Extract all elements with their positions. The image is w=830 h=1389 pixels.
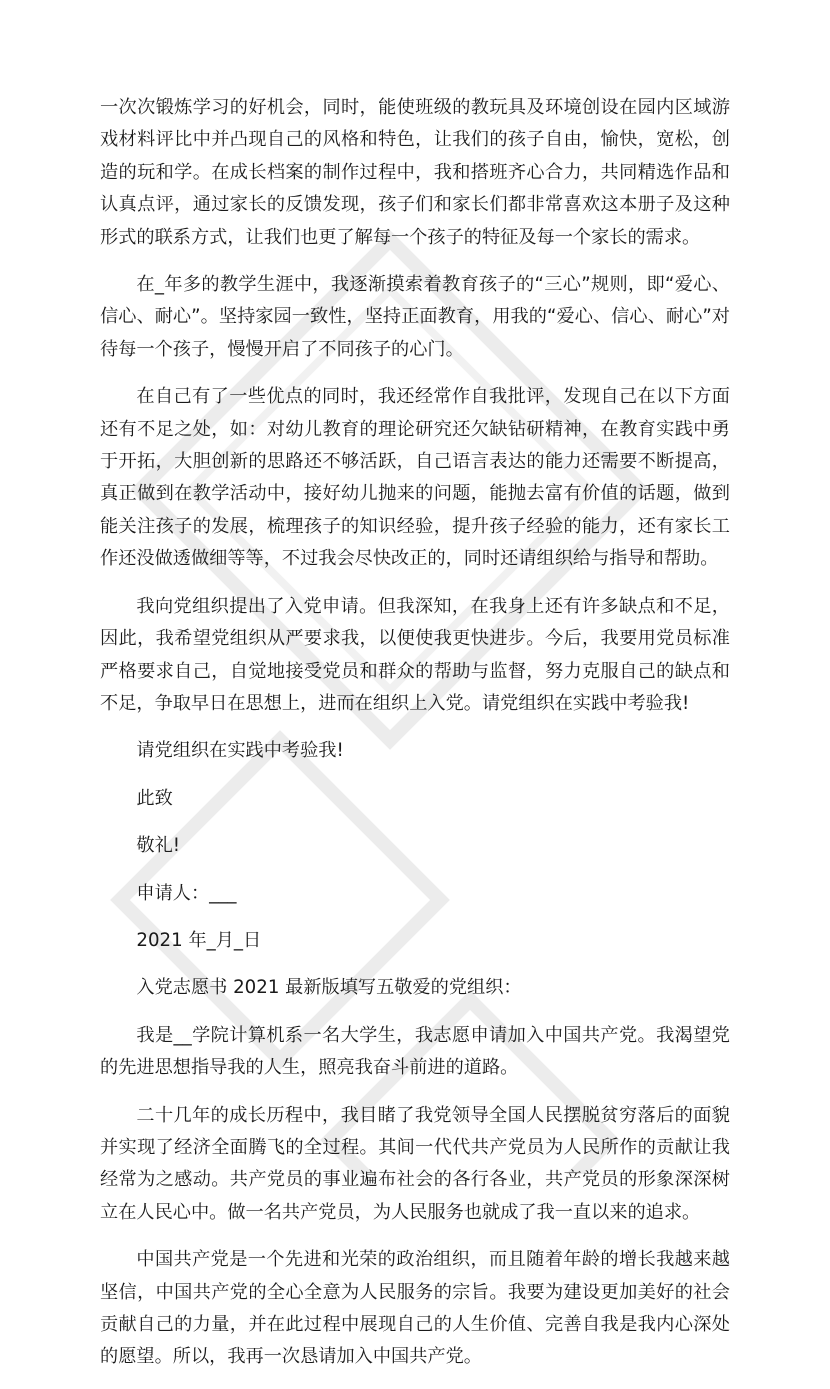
closing-line: 请党组织在实践中考验我! <box>136 740 344 762</box>
document-body <box>100 92 730 1389</box>
salutation-line: 敬礼! <box>136 835 181 857</box>
salutation-line: 此致 <box>136 787 173 809</box>
paragraph: 在自己有了一些优点的同时，我还经常作自我批评，发现自己在以下方面还有不足之处，如：对幼儿教育的理论研究还欠缺钻研精神，在教育实践中勇于开拓，大胆创新的思路还不够活跃，自己语言表达的能力还需要不断提高，真正做到在教学活动中，接好幼儿抛来的问题，能抛去富有价值的话题，做到能关注孩子的发展，梳理孩子的知识经验，提升孩子经验的能力，还有家长工作还没做透做细等等，不过我会尽快改正的，同时还请组织给与指导和帮助。 <box>100 386 730 570</box>
paragraph: 中国共产党是一个先进和光荣的政治组织，而且随着年龄的增长我越来越坚信，中国共产党的全心全意为人民服务的宗旨。我要为建设更加美好的社会贡献自己的力量，并在此过程中展现自己的人生价值、完善自我是我内心深处的愿望。所以，我再一次恳请加入中国共产党。 <box>100 1249 730 1368</box>
paragraph: 一次次锻炼学习的好机会，同时，能使班级的教玩具及环境创设在园内区域游戏材料评比中并凸现自己的风格和特色，让我们的孩子自由，愉快，宽松，创造的玩和学。在成长档案的制作过程中，我和搭班齐心合力，共同精选作品和认真点评，通过家长的反馈发现，孩子们和家长们都非常喜欢这本册子及这种形式的联系方式，让我们也更了解每一个孩子的特征及每一个家长的需求。 <box>100 97 730 248</box>
applicant-line: 申请人：___ <box>136 882 237 904</box>
paragraph: 在_年多的教学生涯中，我逐渐摸索着教育孩子的“三心”规则，即“爱心、信心、耐心”。坚持家园一致性，坚持正面教育，用我的“爱心、信心、耐心”对待每一个孩子，慢慢开启了不同孩子的心门。 <box>100 274 730 360</box>
paragraph: 二十几年的成长历程中，我目睹了我党领导全国人民摆脱贫穷落后的面貌并实现了经济全面腾飞的全过程。其间一代代共产党员为人民所作的贡献让我经常为之感动。共产党员的事业遍布社会的各行各业，共产党员的形象深深树立在人民心中。做一名共产党员，为人民服务也就成了我一直以来的追求。 <box>100 1104 730 1223</box>
date-line: 2021 年_月_日 <box>136 929 262 951</box>
paragraph: 我向党组织提出了入党申请。但我深知，在我身上还有许多缺点和不足，因此，我希望党组织从严要求我，以便使我更快进步。今后，我要用党员标准严格要求自己，自觉地接受党员和群众的帮助与监督，努力克服自己的缺点和不足，争取早日在思想上，进而在组织上入党。请党组织在实践中考验我! <box>100 595 730 714</box>
paragraph: 我是__学院计算机系一名大学生，我志愿申请加入中国共产党。我渴望党的先进思想指导我的人生，照亮我奋斗前进的道路。 <box>100 1024 730 1079</box>
section-heading: 入党志愿书 2021 最新版填写五敬爱的党组织： <box>136 977 522 999</box>
